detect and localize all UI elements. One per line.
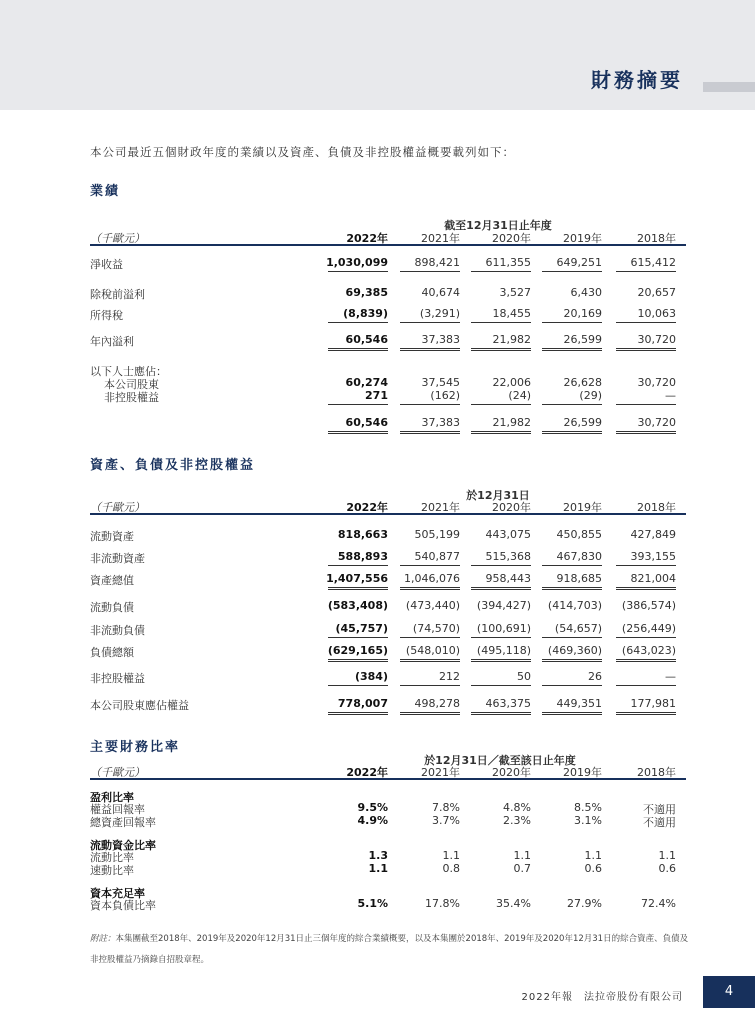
results-row-label: 淨收益 [90,258,123,271]
results-attrib-label: 以下人士應佔： [90,365,167,378]
assets-cell: (629,165) [327,644,388,657]
assets-double-underline [328,587,388,590]
assets-underline [328,685,388,686]
ratios-cell: 0.7 [513,862,531,875]
assets-cell: (45,757) [335,622,388,635]
ratios-group-heading: 資本充足率 [90,887,145,900]
assets-underline [328,565,388,566]
results-year-2: 2020年 [492,232,531,245]
assets-cell: 821,004 [630,572,676,585]
ratios-cell: 5.1% [357,897,388,910]
assets-cell: 818,663 [337,528,388,541]
results-underline [471,404,531,405]
assets-cell: 177,981 [630,697,676,710]
assets-double-underline [471,587,531,590]
assets-cell: (495,118) [476,644,531,657]
assets-year-3: 2019年 [563,501,602,514]
assets-year-2: 2020年 [492,501,531,514]
results-header-rule [90,244,686,246]
assets-underline [616,565,676,566]
assets-cell: (386,574) [621,599,676,612]
results-underline [542,271,602,272]
results-underline [400,404,460,405]
assets-cell: (394,427) [476,599,531,612]
results-underline [328,322,388,323]
assets-cell: (384) [354,670,388,683]
assets-cell: 505,199 [414,528,460,541]
ratios-cell: 0.8 [442,862,460,875]
assets-cell: 443,075 [485,528,531,541]
results-underline [542,322,602,323]
results-double-underline [616,431,676,434]
assets-cell: 515,368 [485,550,531,563]
assets-cell: 958,443 [485,572,531,585]
assets-cell: (548,010) [405,644,460,657]
ratios-row-label: 速動比率 [90,864,134,877]
assets-cell: (469,360) [547,644,602,657]
results-year-3: 2019年 [563,232,602,245]
results-double-underline [400,431,460,434]
results-row-label: 年內溢利 [90,335,134,348]
assets-double-underline [400,659,460,662]
results-cell: 60,274 [345,376,388,389]
results-unit-label: （千歐元） [90,232,145,245]
ratios-header-rule [90,778,686,780]
results-cell: 898,421 [414,256,460,269]
assets-underline [400,685,460,686]
ratios-cell: 8.5% [574,801,602,814]
intro-text: 本公司最近五個財政年度的業績以及資產、負債及非控股權益概要載列如下： [90,145,515,159]
assets-period-header: 於12月31日 [466,489,530,502]
ratios-year-2: 2020年 [492,766,531,779]
assets-underline [471,565,531,566]
ratios-cell: 72.4% [641,897,676,910]
assets-underline [328,637,388,638]
results-cell: 1,030,099 [326,256,388,269]
assets-row-label: 流動資產 [90,530,134,543]
ratios-cell: 4.9% [357,814,388,827]
assets-cell: 588,893 [337,550,388,563]
results-cell: 18,455 [492,307,531,320]
assets-double-underline [616,587,676,590]
assets-double-underline [471,712,531,715]
assets-underline [542,685,602,686]
results-cell: (29) [579,389,602,402]
ratios-cell: 3.1% [574,814,602,827]
assets-cell: 778,007 [337,697,388,710]
assets-underline [471,637,531,638]
ratios-unit-label: （千歐元） [90,766,145,779]
results-cell: 69,385 [345,286,388,299]
footer-text: 2022年報 法拉帝股份有限公司 [521,992,683,1003]
results-cell: 37,383 [421,333,460,346]
assets-double-underline [616,712,676,715]
ratios-cell: 7.8% [432,801,460,814]
assets-unit-label: （千歐元） [90,501,145,514]
assets-cell: 498,278 [414,697,460,710]
ratios-cell: 不適用 [643,816,676,829]
ratios-year-0: 2022年 [346,766,388,779]
assets-cell: (256,449) [621,622,676,635]
results-year-4: 2018年 [637,232,676,245]
results-underline [400,322,460,323]
assets-cell: 1,046,076 [404,572,460,585]
results-underline [400,271,460,272]
ratios-cell: 1.3 [368,849,388,862]
results-cell: 30,720 [637,376,676,389]
results-cell: 26,628 [563,376,602,389]
assets-cell: 393,155 [630,550,676,563]
assets-underline [471,685,531,686]
ratios-row-label: 資本負債比率 [90,899,156,912]
ratios-cell: 不適用 [643,803,676,816]
assets-row-label: 流動負債 [90,601,134,614]
ratios-year-3: 2019年 [563,766,602,779]
assets-cell: (583,408) [327,599,388,612]
assets-cell: 449,351 [556,697,602,710]
ratios-cell: 0.6 [658,862,676,875]
assets-cell: — [665,670,676,683]
results-cell: 271 [365,389,388,402]
assets-underline [542,565,602,566]
results-row-label: 所得稅 [90,309,123,322]
footnote [90,929,690,971]
assets-header-rule [90,513,686,515]
results-underline [328,271,388,272]
assets-year-1: 2021年 [421,501,460,514]
results-double-underline [328,348,388,351]
assets-row-label: 非流動負債 [90,624,145,637]
ratios-cell: 27.9% [567,897,602,910]
results-row-label: 非控股權益 [104,391,159,404]
ratios-cell: 1.1 [584,849,602,862]
results-underline [471,322,531,323]
assets-cell: 467,830 [556,550,602,563]
results-cell: 10,063 [637,307,676,320]
assets-cell: (74,570) [412,622,460,635]
assets-row-label: 本公司股東應佔權益 [90,699,189,712]
assets-cell: (643,023) [621,644,676,657]
assets-underline [400,565,460,566]
results-cell: 6,430 [570,286,602,299]
results-cell: 37,383 [421,416,460,429]
results-cell: 22,006 [492,376,531,389]
results-underline [616,271,676,272]
results-cell: (24) [508,389,531,402]
results-cell: 20,169 [563,307,602,320]
results-cell: 20,657 [637,286,676,299]
results-row-label: 除稅前溢利 [90,288,145,301]
assets-cell: 26 [588,670,602,683]
ratios-group-heading: 流動資金比率 [90,839,156,852]
results-underline [328,404,388,405]
section-title-results: 業績 [90,184,121,199]
results-cell: 60,546 [345,333,388,346]
assets-underline [616,637,676,638]
assets-cell: (100,691) [476,622,531,635]
results-cell: 30,720 [637,416,676,429]
ratios-cell: 4.8% [503,801,531,814]
results-cell: 40,674 [421,286,460,299]
results-cell: — [665,389,676,402]
results-cell: 30,720 [637,333,676,346]
results-cell: 37,545 [421,376,460,389]
assets-underline [542,637,602,638]
results-year-0: 2022年 [346,232,388,245]
results-cell: 26,599 [563,333,602,346]
ratios-cell: 2.3% [503,814,531,827]
results-underline [616,404,676,405]
ratios-row-label: 流動比率 [90,851,134,864]
assets-double-underline [328,712,388,715]
ratios-cell: 1.1 [658,849,676,862]
assets-row-label: 負債總額 [90,646,134,659]
results-cell: 649,251 [556,256,602,269]
ratios-year-1: 2021年 [421,766,460,779]
results-period-header: 截至12月31日止年度 [444,219,552,232]
results-cell: (8,839) [343,307,388,320]
results-year-1: 2021年 [421,232,460,245]
results-cell: (162) [430,389,460,402]
assets-cell: (473,440) [405,599,460,612]
assets-cell: 50 [517,670,531,683]
ratios-period-header: 於12月31日／截至該日止年度 [424,754,576,767]
section-title-ratios: 主要財務比率 [90,740,181,755]
assets-double-underline [471,659,531,662]
ratios-cell: 0.6 [584,862,602,875]
assets-cell: 1,407,556 [326,572,388,585]
header-band [0,0,755,110]
assets-double-underline [400,587,460,590]
footnote-prefix: 附註： [90,934,116,944]
ratios-row-label: 總資產回報率 [90,816,156,829]
assets-cell: 918,685 [556,572,602,585]
ratios-cell: 1.1 [513,849,531,862]
assets-cell: 427,849 [630,528,676,541]
results-underline [471,271,531,272]
results-cell: 611,355 [485,256,531,269]
ratios-cell: 35.4% [496,897,531,910]
assets-double-underline [400,712,460,715]
ratios-cell: 17.8% [425,897,460,910]
results-double-underline [542,431,602,434]
page-number: 4 [703,976,755,1008]
assets-year-4: 2018年 [637,501,676,514]
assets-double-underline [542,587,602,590]
page-title: 財務摘要 [591,68,683,92]
section-title-assets: 資產、負債及非控股權益 [90,458,256,473]
header-tab-decoration [703,82,755,92]
assets-row-label: 資產總值 [90,574,134,587]
assets-year-0: 2022年 [346,501,388,514]
ratios-year-4: 2018年 [637,766,676,779]
results-double-underline [542,348,602,351]
results-double-underline [400,348,460,351]
assets-double-underline [542,712,602,715]
ratios-row-label: 權益回報率 [90,803,145,816]
results-cell: 615,412 [630,256,676,269]
assets-cell: 212 [439,670,460,683]
assets-row-label: 非控股權益 [90,672,145,685]
results-cell: 26,599 [563,416,602,429]
ratios-cell: 3.7% [432,814,460,827]
ratios-cell: 1.1 [368,862,388,875]
ratios-cell: 1.1 [442,849,460,862]
assets-cell: 450,855 [556,528,602,541]
results-cell: 3,527 [499,286,531,299]
results-cell: 60,546 [345,416,388,429]
assets-underline [616,685,676,686]
results-cell: (3,291) [419,307,460,320]
assets-double-underline [542,659,602,662]
results-underline [616,322,676,323]
assets-row-label: 非流動資產 [90,552,145,565]
assets-cell: 463,375 [485,697,531,710]
assets-double-underline [328,659,388,662]
assets-cell: (414,703) [547,599,602,612]
results-underline [542,404,602,405]
results-double-underline [471,431,531,434]
footnote-text: 本集團截至2018年、2019年及2020年12月31日止三個年度的綜合業績概要，以及本集團於2018年、2019年及2020年12月31日的綜合資產、負債及非控股權益乃摘錄自招股章程。 [90,934,689,965]
assets-cell: 540,877 [414,550,460,563]
assets-double-underline [616,659,676,662]
assets-cell: (54,657) [554,622,602,635]
ratios-group-heading: 盈利比率 [90,791,134,804]
results-double-underline [328,431,388,434]
results-double-underline [471,348,531,351]
results-double-underline [616,348,676,351]
results-cell: 21,982 [492,333,531,346]
ratios-cell: 9.5% [357,801,388,814]
results-row-label: 本公司股東 [104,378,159,391]
results-cell: 21,982 [492,416,531,429]
assets-underline [400,637,460,638]
